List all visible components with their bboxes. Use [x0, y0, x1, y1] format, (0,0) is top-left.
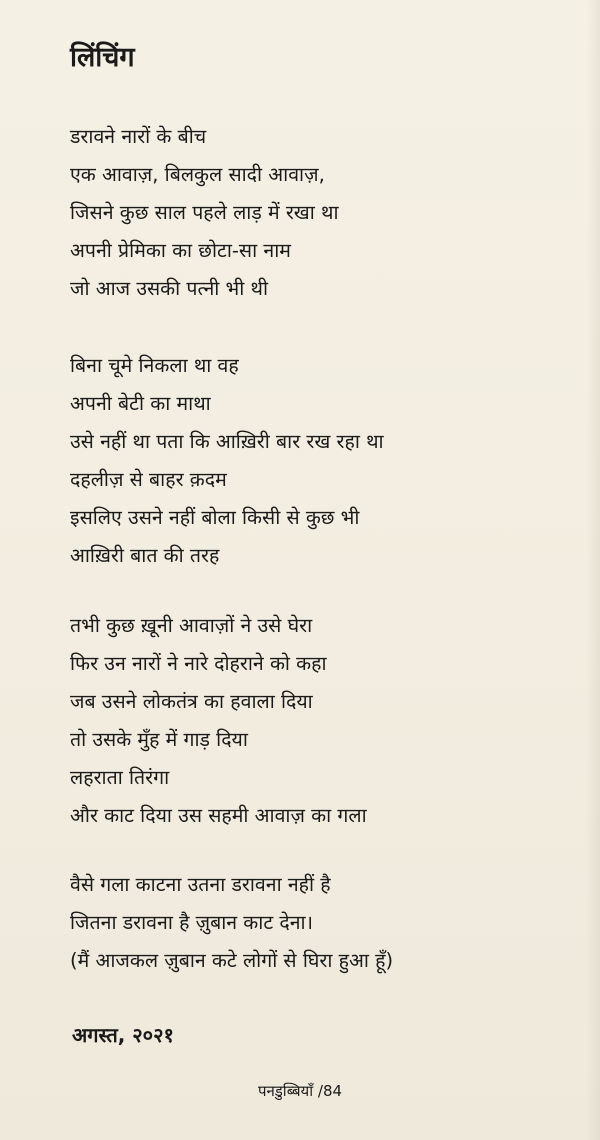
poem-line: जिसने कुछ साल पहले लाड़ में रखा था — [70, 201, 339, 224]
poem-line: इसलिए उसने नहीं बोला किसी से कुछ भी — [70, 506, 360, 529]
poem-stanza — [70, 607, 550, 835]
poem-date: अगस्त, २०२१ — [72, 1023, 174, 1047]
poem-title: लिंचिंग — [70, 42, 135, 73]
poem-line: लहराता तिरंगा — [70, 766, 170, 789]
poem-line: (मैं आजकल ज़ुबान कटे लोगों से घिरा हुआ हूँ) — [70, 949, 394, 972]
poem-line: आख़िरी बात की तरह — [70, 544, 220, 567]
poem-stanza — [70, 866, 550, 980]
poem-line: एक आवाज़, बिलकुल सादी आवाज़, — [70, 163, 325, 186]
poem-line: डरावने नारों के बीच — [70, 125, 207, 148]
poem-line: फिर उन नारों ने नारे दोहराने को कहा — [70, 652, 327, 675]
poem-line: अपनी प्रेमिका का छोटा-सा नाम — [70, 239, 291, 262]
poem-line: तभी कुछ ख़ूनी आवाज़ों ने उसे घेरा — [70, 614, 313, 637]
page-footer: पनडुब्बियाँ /84 — [257, 1082, 343, 1100]
page-edge-shadow — [586, 0, 600, 1140]
poem-line: दहलीज़ से बाहर क़दम — [70, 468, 227, 491]
poem-line: और काट दिया उस सहमी आवाज़ का गला — [70, 804, 367, 827]
poem-line: उसे नहीं था पता कि आख़िरी बार रख रहा था — [70, 430, 384, 453]
poem-stanza — [70, 118, 550, 308]
poem-line: अपनी बेटी का माथा — [70, 392, 211, 415]
poem-line: तो उसके मुँह में गाड़ दिया — [70, 728, 248, 751]
poem-line: जितना डरावना है ज़ुबान काट देना। — [70, 911, 313, 934]
poem-stanza — [70, 347, 550, 575]
poem-line: बिना चूमे निकला था वह — [70, 354, 239, 377]
poem-line: जब उसने लोकतंत्र का हवाला दिया — [70, 690, 313, 713]
poem-line: जो आज उसकी पत्नी भी थी — [70, 277, 269, 300]
poem-line: वैसे गला काटना उतना डरावना नहीं है — [70, 873, 331, 896]
